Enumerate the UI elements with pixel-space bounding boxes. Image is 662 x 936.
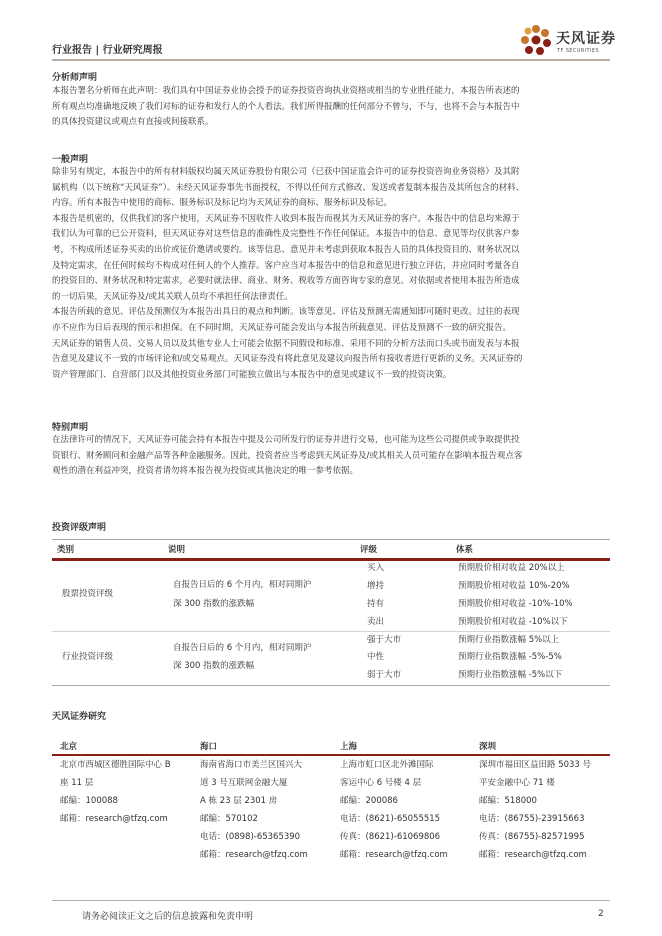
postcode: 邮编：200086 [340,796,398,806]
footer-disclaimer: 请务必阅读正文之后的信息披露和免责申明 [82,912,254,922]
phone: 电话：(0898)-65365390 [200,832,301,842]
col-header-description: 说明 [168,545,186,555]
company-logo [520,24,620,58]
email: 邮箱：research@tfzq.com [479,850,587,860]
table-row-divider [52,631,610,632]
postcode: 邮编：518000 [479,796,537,806]
special-statement-body [52,433,612,480]
flower-logo-icon [520,24,552,56]
system-neutral: 预期行业指数涨幅 -5%-5% [458,652,562,662]
stock-rating-desc-line2: 深 300 指数的涨跌幅 [173,599,255,609]
grade-sell: 卖出 [367,617,385,627]
address-line: 道 3 号互联网金融大厦 [200,778,288,788]
phone: 电话：(86755)-23915663 [479,814,585,824]
text-line: 内容。所有本报告中使用的商标、服务标识及标记均为天风证券的商标、服务标识及标记。 [52,198,393,209]
address-line: 上海市虹口区北外滩国际 [340,760,434,770]
stock-rating-category: 股票投资评级 [62,589,114,599]
text-line: 及特定需求，在任何时候均不构成对任何人的个人推荐。客户应当对本报告中的信息和意见进行独立评估，并应同时考量各自 [52,260,520,271]
contact-shenzhen [479,756,591,864]
text-line: 本报告所载的意见、评估及预测仅为本报告出具日的观点和判断。该等意见、评估及预测无需通知即可随时更改。过往的表现 [52,307,520,318]
system-outperform: 预期行业指数涨幅 5%以上 [458,635,560,645]
contact-haikou [200,756,308,864]
general-statement-title: 一般声明 [52,155,89,165]
stock-rating-desc-line1: 自报告日后的 6 个月内，相对同期沪 [173,580,312,590]
text-line: 天风证券的销售人员、交易人员以及其他专业人士可能会依据不同假设和标准、采用不同的分析方法而口头或书面发表与本报 [52,338,520,349]
report-type-title: 行业报告 | 行业研究周报 [52,45,163,56]
phone: 电话：(8621)-65055515 [340,814,441,824]
industry-rating-desc-line1: 自报告日后的 6 个月内，相对同期沪 [173,643,312,653]
text-line: 观性的潜在利益冲突，投资者请勿将本报告视为投资或其他决定的唯一参考依据。 [52,466,359,477]
research-contacts-title: 天风证券研究 [52,712,107,722]
text-line: 在法律许可的情况下，天风证券可能会持有本报告中提及公司所发行的证券并进行交易，也可能为这些公司提供或争取提供投 [52,435,520,445]
address-line: 北京市西城区德胜国际中心 B [60,760,171,770]
text-line: 资产管理部门、自营部门以及其他投资业务部门可能独立做出与本报告中的意见或建议不一致的投资决策。 [52,369,452,380]
analyst-statement-body [52,84,612,131]
postcode: 邮编：100088 [60,796,118,806]
postcode: 邮编：570102 [200,814,258,824]
system-sell: 预期股价相对收益 -10%以下 [458,617,568,627]
contact-shanghai [340,756,448,864]
city-beijing: 北京 [60,742,78,752]
fax: 传真：(86755)-82571995 [479,832,585,842]
text-line: 亦不应作为日后表现的预示和担保。在不同时期，天风证券可能会发出与本报告所载意见、评估及预测不一致的研究报告。 [52,322,512,333]
text-line: 本报告署名分析师在此声明：我们具有中国证券业协会授予的证券投资咨询执业资格或相当的专业胜任能力，本报告所表述的 [52,86,520,96]
address-line: 平安金融中心 71 楼 [479,778,555,788]
system-buy: 预期股价相对收益 20%以上 [458,563,565,573]
col-header-category: 类别 [57,545,75,555]
grade-underperform: 弱于大市 [367,670,402,680]
text-line: 所有观点均准确地反映了我们对标的证券和发行人的个人看法。我们所得报酬的任何部分不曾与，不与，也将不会与本报告中 [52,101,520,112]
email: 邮箱：research@tfzq.com [60,814,168,824]
text-line: 告意见及建议不一致的市场评论和/或交易观点。天风证券没有将此意见及建议向报告所有接收者进行更新的义务。天风证券的 [52,354,523,365]
footer-divider [52,900,610,901]
system-underperform: 预期行业指数涨幅 -5%以下 [458,670,563,680]
text-line: 的一切后果，天风证券及/或其关联人员均不承担任何法律责任。 [52,291,293,302]
general-statement-body [52,165,612,383]
grade-buy: 买入 [367,563,385,573]
col-header-grade: 评级 [360,545,378,555]
fax: 传真：(8621)-61069806 [340,832,441,842]
industry-rating-category: 行业投资评级 [62,652,114,662]
address-line: 深圳市福田区益田路 5033 号 [479,760,592,770]
page-number: 2 [598,909,604,919]
text-line: 的具体投资建议或观点有直接或间接联系。 [52,117,214,128]
table-bottom-rule [52,685,610,686]
text-line: 本报告是机密的，仅供我们的客户使用，天风证券不因收件人收到本报告而视其为天风证券的客户。本报告中的信息均来源于 [52,213,520,224]
address-line: A 栋 23 层 2301 房 [200,796,278,806]
header-divider [52,59,610,61]
analyst-statement-title: 分析师声明 [52,73,98,83]
text-line: 除非另有规定，本报告中的所有材料版权均属天风证券股份有限公司（已获中国证监会许可的证券投资咨询业务资格）及其附 [52,167,520,177]
text-line: 考，不构成所述证券买卖的出价或征价邀请或要约。该等信息、意见并未考虑到获取本报告人员的具体投资目的、财务状况以 [52,244,520,255]
grade-overweight: 增持 [367,581,385,591]
system-overweight: 预期股价相对收益 10%-20% [458,581,570,591]
grade-outperform: 强于大市 [367,635,402,645]
text-line: 资银行、财务顾问和金融产品等各种金融服务。因此，投资者应当考虑到天风证券及/或其相关人员可能存在影响本报告观点客 [52,450,523,461]
text-line: 的投资目的、财务状况和特定需求，必要时就法律、商业、财务、税收等方面咨询专家的意见。对依据或者使用本报告所造成 [52,276,520,287]
email: 邮箱：research@tfzq.com [200,850,308,860]
grade-neutral: 中性 [367,652,385,662]
email: 邮箱：research@tfzq.com [340,850,448,860]
city-shenzhen: 深圳 [479,742,497,752]
text-line: 我们认为可靠的已公开资料，但天风证券对这些信息的准确性及完整性不作任何保证。本报告中的信息、意见等均仅供客户参 [52,229,520,240]
special-statement-title: 特别声明 [52,423,89,433]
city-shanghai: 上海 [340,742,358,752]
logo-name: 天风证券 [556,31,616,47]
city-haikou: 海口 [200,742,218,752]
system-hold: 预期股价相对收益 -10%-10% [458,599,573,609]
address-line: 客运中心 6 号楼 4 层 [340,778,422,788]
grade-hold: 持有 [367,599,385,609]
industry-rating-desc-line2: 深 300 指数的涨跌幅 [173,661,255,671]
rating-table-title: 投资评级声明 [52,523,107,533]
address-line: 座 11 层 [60,778,94,788]
table-top-rule [52,539,610,540]
address-line: 海南省海口市美兰区国兴大 [200,760,303,770]
col-header-system: 体系 [456,545,474,555]
text-line: 属机构（以下统称“天风证券”）。未经天风证券事先书面授权，不得以任何方式修改、发送或者复制本报告及其所包含的材料、 [52,182,525,193]
logo-subtitle: TF SECURITIES [557,48,600,54]
contact-beijing [60,756,171,828]
